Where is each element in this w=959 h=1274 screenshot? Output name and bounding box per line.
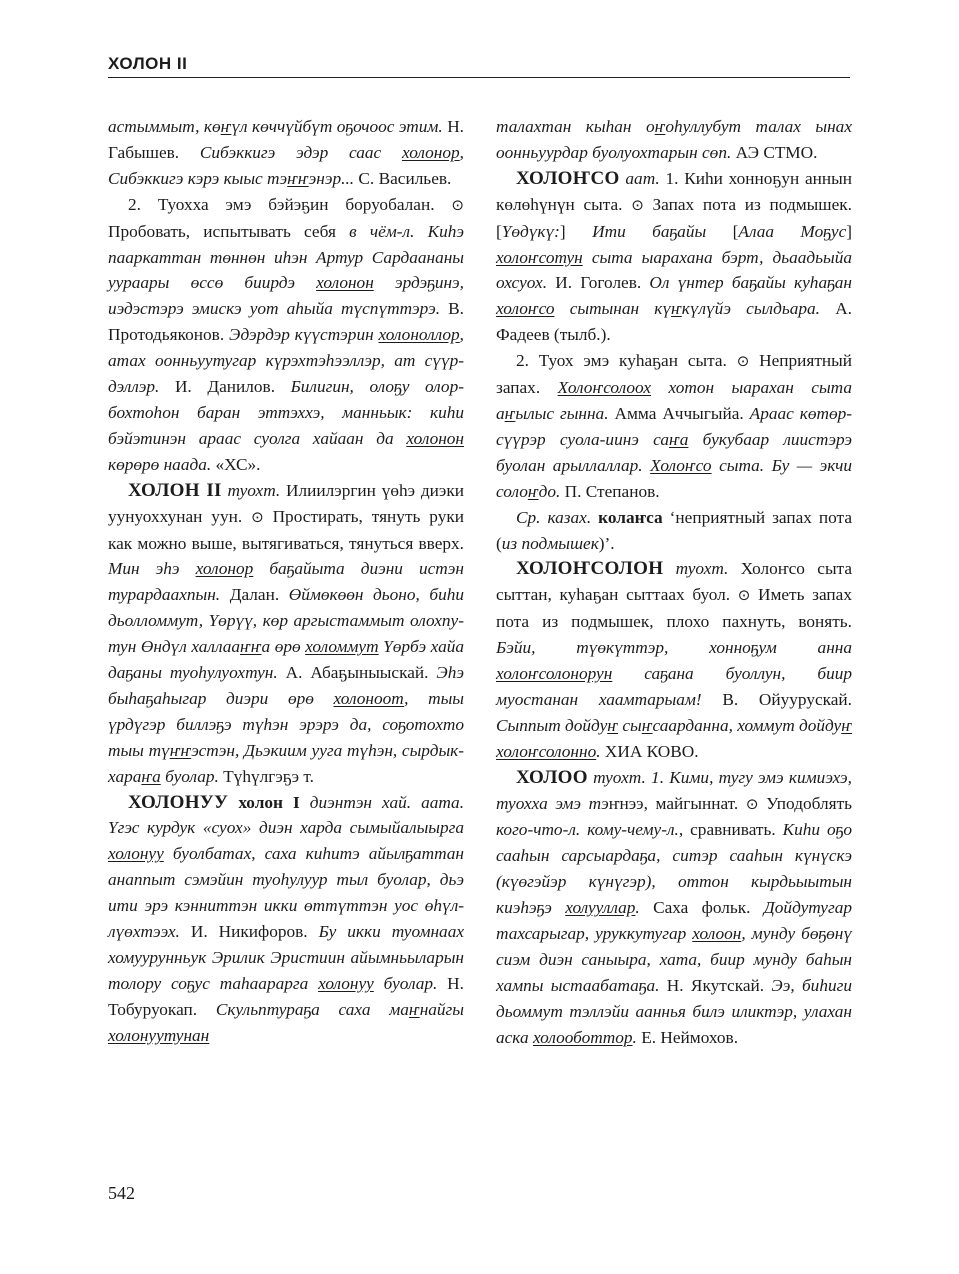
underlined-word: холонор — [401, 142, 460, 162]
italic-text: из подмышек — [501, 533, 599, 553]
underlined-word: ҥ — [607, 715, 619, 735]
dictionary-paragraph — [108, 478, 464, 790]
roman-text: С. Васильев. — [358, 168, 452, 188]
roman-text: Пробовать, испытывать себя — [108, 221, 350, 241]
italic-text: эстэн, Дьэкиим ууга түһэн, сырдык-хара — [108, 740, 464, 786]
italic-text: көрөрө наада. — [108, 454, 216, 474]
roman-text: Түһүлгэҕэ т. — [223, 766, 314, 786]
roman-text: АЭ СТМО. — [735, 142, 818, 162]
underlined-word: холонон — [406, 428, 464, 448]
italic-text: , мунду бөҕөнү сиэм диэн саныыра, хата, биир мунду баһын хампы ыстаабатаҕа. — [496, 924, 852, 995]
right-column — [496, 114, 852, 1051]
italic-text: сы — [618, 715, 642, 735]
dictionary-paragraph — [496, 556, 852, 764]
underlined-word: холонуу — [318, 973, 374, 993]
underlined-word: ҥ — [641, 715, 653, 735]
underlined-word: холооботтор — [532, 1027, 633, 1047]
running-header — [108, 54, 850, 78]
underlined-word: ҥа — [141, 766, 161, 786]
roman-text: Холоҥсо сыта сыттан, куһаҕан сыттаах буол. — [496, 559, 852, 605]
underlined-word: ҥа — [669, 429, 689, 449]
italic-text: буолбатах, саха киһитэ айылҕаттан анаппыт сэмэйин туоһулуур тыл буолар, дьэ ити эрэ кэнниттэн икки өттүттэн уос өһүллүөхтээх. — [108, 844, 464, 942]
italic-text: . — [635, 898, 654, 918]
bold-word: холон I — [238, 792, 300, 812]
italic-text: Алаа Моҕус — [738, 221, 847, 241]
italic-text: ылыс гынна. — [515, 403, 615, 423]
roman-text: П. Степанов. — [564, 481, 660, 501]
roman-text: ] — [846, 221, 853, 241]
underlined-word: холонон — [316, 273, 374, 293]
entry-headword: ХОЛОҤСО — [516, 167, 620, 189]
bold-word: колаҥса — [598, 507, 663, 527]
italic-text: Араас көтөр-сүүрэр суола-иинэ са — [496, 403, 853, 449]
entry-headword: ХОЛОҤСОЛОН — [516, 558, 664, 580]
italic-text: Сибэккигэ эдэр саас — [179, 142, 402, 162]
entry-headword: ХОЛОНУУ — [128, 791, 229, 813]
underlined-word: ҥҥ — [169, 740, 192, 760]
italic-text: талахтан кыһан о — [496, 117, 655, 136]
roman-text: Далан. — [229, 585, 280, 605]
roman-text: Н. Якутскай. — [666, 975, 765, 995]
italic-text: . — [596, 741, 605, 761]
underlined-word: холоҥсолонорун — [496, 664, 613, 684]
italic-text: 1. Кими, тугу эмэ кимиэхэ, туохха эмэ тэ — [496, 767, 852, 813]
roman-text: Запах пота из подмышек. [ — [496, 194, 852, 241]
underlined-word: Холоҥсолоох — [557, 378, 651, 398]
italic-text: хотон ыарахан сыта а — [496, 378, 853, 423]
italic-text: очоос этим. — [353, 117, 448, 136]
italic-text: Ити баҕайы — [592, 221, 733, 241]
italic-text: Бу икки туомнаах хомуурунньук Эрилик Эристиин айымньыларын толору соҕус таһаарарга — [108, 922, 465, 993]
dictionary-paragraph — [496, 348, 852, 504]
dictionary-paragraph — [496, 114, 852, 166]
roman-text: Е. Неймохов. — [641, 1027, 739, 1047]
italic-text: Сыппыт дойду — [496, 715, 608, 735]
underlined-word: холоҥсотун — [496, 247, 583, 267]
roman-text: 2. Туох эмэ куһаҕан сыта. — [516, 351, 737, 371]
translation-marker-icon: ⊙ — [737, 586, 751, 605]
left-column — [108, 114, 464, 1049]
italic-text: Ээ, биһиги дьоммут тэллэйи ааннья билэ иликтэр, улахан аска — [496, 975, 852, 1047]
italic-text: букубаар лиистэрэ буолан арыллаллар. — [496, 429, 852, 475]
entry-headword: ХОЛОН II — [128, 479, 222, 501]
entry-headword: ХОЛОО — [516, 766, 588, 788]
italic-text: , атах оонньуутугар күрэхтэһээллэр, ат сүүрдэллэр. — [108, 325, 464, 397]
underlined-word: ҥҥ — [287, 168, 309, 188]
dictionary-paragraph — [108, 114, 464, 192]
underlined-word: холоҥсо — [496, 299, 555, 319]
roman-text: Простирать, тянуть руки как можно выше, вытягиваться, тянуться вверх. — [108, 506, 464, 553]
underlined-word: холонуу — [108, 844, 164, 864]
roman-text: Уподоблять — [758, 793, 852, 813]
roman-text: И. Никифоров. — [190, 922, 308, 942]
italic-text: туохт. — [663, 559, 729, 579]
italic-text: саарданна, хоммут дойду — [652, 715, 842, 735]
italic-text: сытынан кү — [554, 299, 672, 319]
underlined-word: ҥ — [220, 117, 232, 136]
italic-text: аат. — [619, 168, 660, 188]
roman-text: В. Протодьяконов. — [108, 299, 464, 345]
roman-text: Н. Габышев. — [108, 117, 464, 162]
running-title: ХОЛОН II — [108, 54, 188, 73]
translation-marker-icon: ⊙ — [631, 195, 644, 214]
italic-text: Бэйи, түөкүттэр, хонноҕум анна — [496, 638, 852, 658]
italic-text: эрдэ — [373, 273, 428, 293]
dictionary-paragraph — [496, 505, 852, 557]
italic-text: найгы — [419, 999, 464, 1019]
roman-text: ХИА КОВО. — [604, 741, 699, 761]
italic-text: Эһэ быһаҕаһыгар диэри өрө — [108, 663, 464, 708]
translation-marker-icon: ⊙ — [736, 352, 750, 371]
roman-text: Н. Тобуруокап. — [108, 973, 464, 1019]
italic-text: Скульптураҕа саха ма — [197, 999, 409, 1019]
italic-text: туохт. — [221, 480, 281, 500]
roman-text: 1. Киһи хонноҕун аннын көлөһүнүн сыта. — [496, 168, 853, 214]
italic-text: баҕайыта диэни истэн турардаахпын. — [108, 559, 464, 605]
italic-text: . — [632, 1027, 642, 1047]
underlined-word: холоон — [692, 924, 742, 944]
roman-text: Амма Аччыгыйа. — [614, 403, 744, 423]
italic-text: энэр... — [308, 168, 359, 188]
underlined-word: холоҥсолонно — [496, 741, 597, 761]
italic-text: Мин эһэ — [108, 559, 196, 579]
underlined-word: ҥ — [654, 117, 666, 136]
underlined-word: Холоҥсо — [650, 455, 712, 475]
translation-marker-icon: ⊙ — [451, 195, 464, 214]
roman-text: Илиилэргин үөһэ диэки уунуоххунан уун. — [108, 480, 464, 526]
roman-text: «ХС». — [215, 454, 261, 474]
italic-text: Ср. казах. — [516, 507, 592, 527]
italic-text: саҕана буоллун, биир муостанан хаамтарыам! — [496, 664, 852, 709]
dictionary-paragraph — [496, 166, 852, 348]
underlined-word: ҥ — [527, 481, 539, 501]
italic-text: инэ, иэдэстэрэ эмискэ уот аһыйа түспүттэрэ. — [108, 273, 464, 319]
underlined-word: ҥ — [408, 999, 420, 1019]
roman-text: , сравнивать. — [678, 820, 783, 840]
underlined-word: ҕ — [427, 273, 435, 293]
italic-text: диэнтэн хай. аата. Үгэс курдук «суох» диэн харда сымыйалыырга — [108, 792, 465, 838]
underlined-word: холоноот — [333, 688, 405, 708]
italic-text: кого-что-л. кому-чему-л. — [496, 820, 679, 840]
italic-text: буолар. — [160, 766, 224, 786]
roman-text: Саха фольк. — [653, 898, 751, 918]
roman-text: ‘неприятный запах пота ( — [496, 507, 852, 553]
italic-text: күлүйэ сылдьара. — [681, 299, 836, 319]
roman-text: И. Данилов. — [174, 377, 276, 397]
italic-text: , тыы үрдүгэр биллэҕэ түһэн эрэрэ да, соҕотохто тыы тү — [108, 688, 465, 760]
roman-text: А. Абаҕыныыскай. — [285, 663, 429, 683]
underlined-word: холоммут — [305, 637, 379, 657]
roman-text: ҥнээ, майгыннат. — [608, 793, 746, 813]
italic-text: Үөдүкү: — [501, 221, 560, 241]
roman-text: 2. Туохха эмэ бэйэҕин боруобалан. — [128, 194, 452, 214]
dictionary-paragraph — [496, 765, 852, 1051]
roman-text: В. Ойуурускай. — [722, 689, 852, 709]
italic-text: , Сибэккигэ кэрэ кыыс тэ — [108, 142, 464, 188]
italic-text: Өймөкөөн дьоно, биһи дьолломмут, Үөрүү, көр аргыстаммыт олохпутун Өндүл халлаа — [108, 585, 464, 657]
italic-text: астыммыт, кө — [108, 117, 221, 136]
italic-text: Киһи оҕо сааһын сарсыардаҕа, ситэр сааһын күнүскэ ( — [496, 820, 852, 892]
italic-text — [228, 793, 238, 812]
italic-text: ), оттон кырдьыытын киэһэҕэ — [496, 872, 852, 918]
italic-text: күөгэйэр күнүгэр — [501, 872, 646, 892]
underlined-word: холууллар — [565, 898, 636, 918]
underlined-word: ҥҥ — [240, 637, 262, 657]
dictionary-paragraph — [108, 790, 464, 1049]
italic-text: буолар. — [373, 973, 448, 993]
italic-text: Ол үнтер баҕайы куһаҕан — [641, 273, 852, 293]
roman-text: [ — [732, 221, 739, 241]
italic-text: в чём-л. — [349, 221, 415, 241]
underlined-word: ҕ — [345, 117, 354, 136]
italic-text: сыта ыарахана бэрт, дьаадьыйа охсуох. — [496, 247, 852, 293]
roman-text: ] — [559, 221, 593, 241]
italic-text: Дойдутугар тахсарыгар, уруккутугар — [496, 898, 852, 944]
italic-text: Үөрбэ хайа даҕаны туоһулуохтун. — [108, 637, 464, 683]
italic-text: сыта. Бу — экчи соло — [496, 455, 852, 501]
underlined-word: ҥ — [504, 403, 516, 423]
underlined-word: ҥ — [841, 715, 852, 735]
underlined-word: холоноллор — [378, 325, 460, 345]
italic-text: оһуллубут талах ынах оонньуурдар буолуохтарын сөп. — [496, 117, 852, 162]
italic-text: до. — [538, 481, 565, 501]
roman-text: Неприятный запах. — [496, 351, 852, 398]
italic-text: Эдэрдэр күүстэрин — [224, 325, 379, 345]
translation-marker-icon: ⊙ — [745, 794, 759, 813]
underlined-word: холонор — [195, 559, 254, 579]
italic-text: Киһэ пааркаттан төннөн иһэн Артур Сардаананы уураары өссө биирдэ — [108, 221, 464, 293]
italic-text: Билигин, олоҕу олорбохтоһон баран эттэххэ, манньык: киһи бэйэтинэн араас суолга хайаан да — [108, 377, 464, 448]
dictionary-paragraph — [108, 192, 464, 478]
underlined-word: холонуутунан — [108, 1025, 210, 1045]
roman-text: Иметь запах пота из подмышек, плохо пахнуть, вонять. — [496, 585, 852, 632]
roman-text: )’. — [598, 533, 615, 553]
roman-text: И. Гоголев. — [555, 273, 642, 293]
italic-text: үл көччүйбүт о — [231, 117, 346, 136]
translation-marker-icon: ⊙ — [251, 507, 264, 526]
italic-text: а өрө — [261, 637, 306, 657]
italic-text: туохт. — [587, 767, 646, 787]
page-number: 542 — [108, 1183, 135, 1203]
underlined-word: ҥ — [671, 299, 682, 319]
roman-text: А. Фадеев (тылб.). — [496, 299, 852, 345]
